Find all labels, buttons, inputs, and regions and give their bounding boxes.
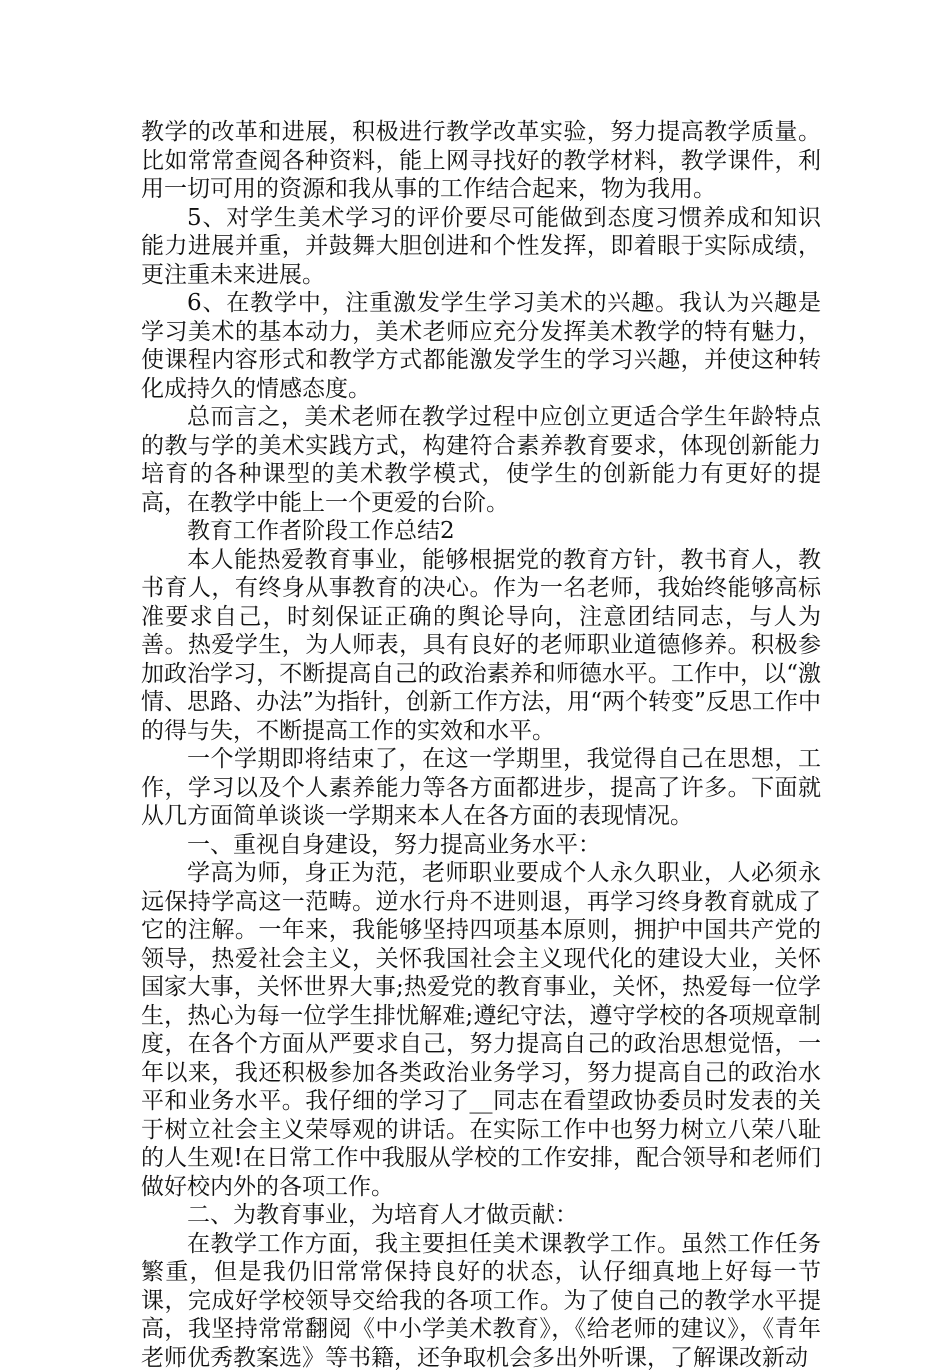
paragraph-5: 本人能热爱教育事业，能够根据党的教育方针，教书育人，教书育人，有终身从事教育的决心。作为一名老师，我始终能够高标准要求自己，时刻保证正确的舆论导向，注意团结同志，与人为善。热爱学生，为人师表，具有良好的老师职业道德修养。积极参加政治学习，不断提高自己的政治素养和师德水平。工作中，以“激情、思路、办法”为指针，创新工作方法，用“两个转变”反思工作中的得与失，不断提高工作的实效和水平。	[141, 546, 821, 746]
paragraph-4: 总而言之，美术老师在教学过程中应创立更适合学生年龄特点的教与学的美术实践方式，构建符合素养教育要求，体现创新能力培育的各种课型的美术教学模式，使学生的创新能力有更好的提高，在教学中能上一个更爱的台阶。	[141, 403, 821, 517]
paragraph-2: 5、对学生美术学习的评价要尽可能做到态度习惯养成和知识能力进展并重，并鼓舞大胆创进和个性发挥，即着眼于实际成绩，更注重未来进展。	[141, 204, 821, 290]
paragraph-8: 在教学工作方面，我主要担任美术课教学工作。虽然工作任务繁重，但是我仍旧常常保持良好的状态，认仔细真地上好每一节课，完成好学校领导交给我的各项工作。为了使自己的教学水平提高，我坚持常常翻阅《中小学美术教育》，《给老师的建议》，《青年老师优秀教案选》等书籍，还争取机会多出外听课，了解课改新动	[141, 1230, 821, 1372]
paragraph-3: 6、在教学中，注重激发学生学习美术的兴趣。我认为兴趣是学习美术的基本动力，美术老师应充分发挥美术教学的特有魅力，使课程内容形式和教学方式都能激发学生的学习兴趣，并使这种转化成持久的情感态度。	[141, 289, 821, 403]
paragraph-7: 学高为师，身正为范，老师职业要成个人永久职业，人必须永远保持学高这一范畴。逆水行舟不进则退，再学习终身教育就成了它的注解。一年来，我能够坚持四项基本原则，拥护中国共产党的领导，热爱社会主义，关怀我国社会主义现代化的建设大业，关怀国家大事，关怀世界大事;热爱党的教育事业，关怀，热爱每一位学生，热心为每一位学生排忧解难;遵纪守法，遵守学校的各项规章制度，在各个方面从严要求自己，努力提高自己的政治思想觉悟，一年以来，我还积极参加各类政治业务学习，努力提高自己的政治水平和业务水平。我仔细的学习了__同志在看望政协委员时发表的关于树立社会主义荣辱观的讲话。在实际工作中也努力树立八荣八耻的人生观!在日常工作中我服从学校的工作安排，配合领导和老师们做好校内外的各项工作。	[141, 859, 821, 1201]
paragraph-1: 教学的改革和进展，积极进行教学改革实验，努力提高教学质量。比如常常查阅各种资料，能上网寻找好的教学材料，教学课件，利用一切可用的资源和我从事的工作结合起来，物为我用。	[141, 118, 821, 204]
section-heading: 教育工作者阶段工作总结2	[141, 517, 821, 546]
document-body	[141, 118, 821, 1372]
paragraph-6: 一个学期即将结束了，在这一学期里，我觉得自己在思想，工作，学习以及个人素养能力等各方面都进步，提高了许多。下面就从几方面简单谈谈一学期来本人在各方面的表现情况。	[141, 745, 821, 831]
subheading-2: 二、为教育事业，为培育人才做贡献：	[141, 1201, 821, 1230]
subheading-1: 一、重视自身建设，努力提高业务水平：	[141, 831, 821, 860]
